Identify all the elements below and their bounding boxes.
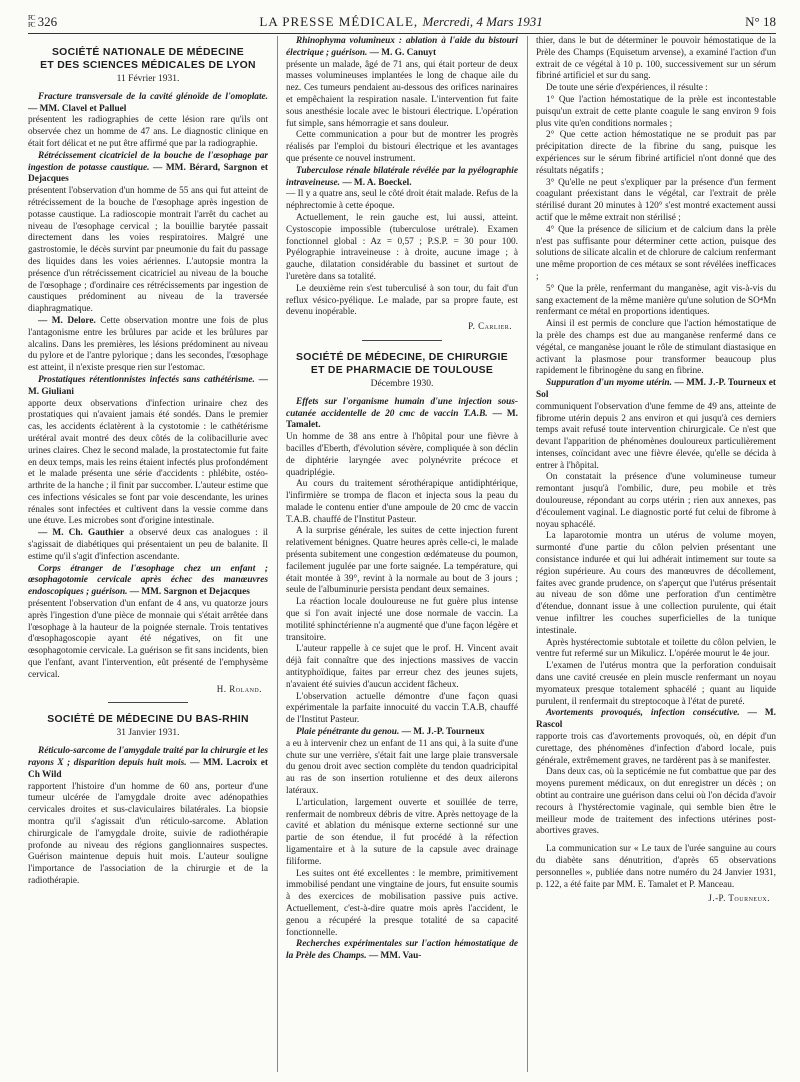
- column-2: [286, 36, 518, 1076]
- article-paragraph: 4° Que la présence de silicium et de calcium dans la prèle n'est pas suffisante pour déterminer cette action, puisque des solutions de silicate alcalin et de chlorure de calcium renfermant une même proportion de ces métaux se sont révélées inefficaces ;: [536, 224, 776, 282]
- author-signature: J.-P. Tourneux.: [708, 893, 770, 904]
- author-signature: P. Carlier.: [468, 321, 512, 332]
- page-header: [28, 6, 776, 34]
- article-title: Prostatiques rétentionnistes infectés sans cathétérisme. — M. Giuliani: [28, 374, 268, 397]
- article-paragraph: 1° Que l'action hémostatique de la prèle est incontestable puisqu'un extrait de cette plante coagule le sang environ 9 fois plus vite qu'en conditions normales ;: [536, 94, 776, 129]
- article-title: Avortements provoqués, infection consécutive. — M. Rascol: [536, 708, 776, 731]
- society-heading-line: ET DES SCIENCES MÉDICALES DE LYON: [40, 60, 256, 71]
- article-body: rapporte trois cas d'avortements provoqués, où, en dépit d'un curettage, des phénomènes d'infection d'abord locale, puis générale, extrêmement graves, ne tardèrent pas à se manifester.: [536, 732, 776, 766]
- society-heading-bas-rhin: SOCIÉTÉ DE MÉDECINE DU BAS-RHIN: [47, 714, 249, 726]
- article-body: présentent les radiographies de cette lésion rare qu'ils ont observée chez un homme de 47 ans. Le diagnostic clinique en était fort délicat et ne put être affirmé que par la radiographie.: [28, 115, 268, 149]
- article-body: — Il y a quatre ans, seul le côté droit était malade. Refus de la néphrectomie à cette époque.: [286, 189, 518, 212]
- article-paragraph: Dans deux cas, où la septicémie ne fut combattue que par des moyens purement médicaux, on dut enregistrer un décès ; on obtint au contraire une guérison dans celui où l'on décida d'avoir recours à l'hystérectomie vaginale, qui semble bien être le meilleur mode de traitement des infections utérines post-abortives graves.: [536, 767, 776, 837]
- article-paragraph: A la surprise générale, les suites de cette injection furent relativement bénignes. Quatre heures après celle-ci, le malade présenta subitement une congestion œdémateuse du poumon, facilement jugulée par une forte saignée. La température, qui était montée à 39°, revint à la normale au bout de 3 jours ; seule de l'albuminurie persista pendant deux semaines.: [286, 526, 518, 596]
- journal-title: [259, 14, 542, 30]
- article-title: Recherches expérimentales sur l'action hémostatique de la Prèle des Champs. — MM. Vau-: [286, 939, 518, 962]
- column-rule-2: [527, 36, 528, 1072]
- society-heading-toulouse: [286, 351, 518, 377]
- article-paragraph: Actuellement, le rein gauche est, lui aussi, atteint. Cystoscopie impossible (tuberculose urétrale). Examen fonctionnel global : Az = 0,57 ; P.S.P. = 30 pour 100. Pyélographie intraveineuse : à droite, aucune image ; à gauche, dilatation considérable du bassinet et surtout de l'uretère dans sa totalité.: [286, 212, 518, 282]
- article-title: Corps étranger de l'œsophage chez un enfant ; œsophagotomie cervicale après échec des manœuvres endoscopiques ; guérison. — MM. Sargnon et Dejacques: [28, 563, 268, 598]
- article-body: Un homme de 38 ans entre à l'hôpital pour une fièvre à bacilles d'Eberth, d'évolution sévère, compliquée à son déclin de diphtérie laryngée avec polynévrite précoce et quadriplégie.: [286, 432, 518, 478]
- article-title: Fracture transversale de la cavité glénoïde de l'omoplate. — MM. Clavel et Palluel: [28, 91, 268, 114]
- society-heading-lyon: [28, 46, 268, 72]
- article-body: communiquent l'observation d'une femme de 49 ans, atteinte de fibrome utérin depuis 2 ans environ et qui jusqu'à ces derniers temps avait refusé toute intervention chirurgicale. Ce n'est que devant l'apparition de phénomènes douloureux particulièrement intenses, coïncidant avec une fièvre élevée, qu'elle se décida à entrer à l'hôpital.: [536, 401, 776, 471]
- article-paragraph: La laparotomie montra un utérus de volume moyen, surmonté d'une partie du côlon pelvien présentant une consistance indurée et qui lui adhérait intimement sur toute sa région supérieure. Au cours des manœuvres de décollement, faites avec grande prudence, on s'aperçut que l'utérus présentait au niveau de son dôme une perforation d'un centimètre d'étendue, donnant issue à une collection purulente, qui était venue infiltrer les couches superficielles de la tunique intestinale.: [536, 531, 776, 636]
- article-title: Suppuration d'un myome utérin. — MM. J.-P. Tourneux et Sol: [536, 378, 776, 400]
- article-paragraph: Les suites ont été excellentes : le membre, primitivement immobilisé pendant une vingtaine de jours, fut ensuite soumis à des exercices de mobilisation passive puis active. Actuellement, c'est-à-dire quatre mois après l'accident, le genou a récupéré la presque totalité de sa capacité fonctionnelle.: [286, 868, 518, 938]
- article-paragraph: La communication sur « Le taux de l'urée sanguine au cours du diabète sans dénutrition, d'après 65 observations personnelles », publiée dans notre numéro du 24 Janvier 1931, p. 122, a été faite par MM. E. Tamalet et P. Manceau.: [536, 844, 776, 890]
- article-paragraph: 5° Que la prèle, renfermant du manganèse, agit vis-à-vis du sang exactement de la même manière qu'une solution de SO⁴Mn renfermant ce métal en proportions identiques.: [536, 283, 776, 318]
- article-paragraph: De toute une série d'expériences, il résulte :: [546, 83, 708, 94]
- session-date: 11 Février 1931.: [116, 74, 180, 84]
- article-paragraph: — M. Delore. Cette observation montre une fois de plus l'antagonisme entre les brûlures par acide et les brûlures par alcalins. Dans les premières, les lésions prédominent au niveau du pylore et de l'antre pylorique ; dans les secondes, l'œsophage est atteint, il n'existe presque rien sur l'estomac.: [28, 315, 268, 374]
- society-heading-line: ET DE PHARMACIE DE TOULOUSE: [310, 364, 494, 376]
- column-3: [536, 36, 776, 1076]
- article-paragraph: Ainsi il est permis de conclure que l'action hémostatique de la prèle des champs est due au manganèse renfermé dans ce végétal, ce manganèse jouant le rôle de stimulant diastasique en activant la plasmose pour transformer beaucoup plus rapidement le fibrinogène du sang en fibrine.: [536, 319, 776, 377]
- article-body: présentent l'observation d'un enfant de 4 ans, vu quatorze jours après l'ingestion d'une pièce de monnaie qui s'était arrêtée dans l'œsophage à la hauteur de la poignée sternale. Trois tentatives d'œsophagoscopie ayant été négatives, on fit une œsophagotomie cervicale. La guérison se fit sans incidents, bien que l'enfant, avant l'intervention, eût présenté de l'emphysème cervical.: [28, 599, 268, 680]
- column-1: [28, 36, 268, 1076]
- article-body: présente un malade, âgé de 71 ans, qui était porteur de deux masses volumineuses implantées le long de chaque aile du nez. Ces tumeurs pendaient au-dessous des orifices narinaires et empêchaient la respiration nasale. L'intervention fut faite sous anesthésie locale avec le bistouri électrique. L'opération fut simple, sans hémorragie et sans douleur.: [286, 59, 518, 129]
- article-paragraph: Cette communication a pour but de montrer les progrès réalisés par l'emploi du bistouri électrique et les avantages que présente ce nouvel instrument.: [286, 130, 518, 164]
- page-number-block: [28, 14, 57, 30]
- session-date: 31 Janvier 1931.: [116, 728, 180, 739]
- article-paragraph: L'articulation, largement ouverte et souillée de terre, renfermait de nombreux débris de vitre. Après nettoyage de la cavité et ablation du ménisque externe sectionné sur une partie de son étendue, il fut procédé à la réfection ligamentaire et à la suture de la capsule avec drainage filiforme.: [286, 797, 518, 867]
- article-title: Plaie pénétrante du genou. — M. J.-P. Tourneux: [296, 727, 485, 738]
- article-paragraph: Le deuxième rein s'est tuberculisé à son tour, du fait d'un reflux vésico-pyélique. Le malade, par sa propre faute, est devenu inopérable.: [286, 283, 518, 318]
- article-paragraph: L'examen de l'utérus montra que la perforation conduisait dans une cavité creusée en plein muscle renfermant un noyau myomateux presque totalement sphacélé ; quant au liquide purulent, il renfermait du streptocoque à l'état de pureté.: [536, 661, 776, 707]
- page-number: 326: [37, 14, 58, 29]
- article-title: Rétrécissement cicatriciel de la bouche de l'œsophage par ingestion de potasse caustique. — MM. Bérard, Sargnon et Dejacques: [28, 150, 268, 185]
- article-paragraph: 3° Qu'elle ne peut s'expliquer par la présence d'un ferment coagulant préexistant dans le végétal, car l'extrait de prèle stérilisé durant 20 minutes à 120° s'est montré exactement aussi actif que le même extrait non stérilisé ;: [536, 177, 776, 223]
- article-body: apporte deux observations d'infection urinaire chez des prostatiques qui n'avaient jamais été sondés. Dans le premier cas, les accidents éclatèrent à la cystotomie : le cathétérisme urétéral avait montré des deux côtés de la colibacillurie avec urines claires. Chez le second malade, la prostatectomie fut faite en deux temps, mais les reins étaient infectés plus profondément et le malade présenta une série d'accidents : phlébite, ostéo-arthrite de la hanche ; il finit par succomber. L'auteur estime que ces infections vésicales se font par voie descendante, les urines rénales sont infectées et cultivent dans la vessie comme dans une étuve. Les microbes sont d'origine intestinale.: [28, 398, 268, 527]
- article-paragraph: 2° Que cette action hémostatique ne se produit pas par précipitation directe de la fibrine du sang, puisque les expériences sur le sérum fibriné artificiel n'ont donné que des résultats négatifs ;: [536, 130, 776, 176]
- section-separator: [108, 702, 188, 703]
- article-body: rapportent l'histoire d'un homme de 60 ans, porteur d'une tumeur ulcérée de l'amygdale droite avec adénopathies cervicales droites et sus-claviculaires bilatérales. La biopsie montra qu'il s'agissait d'un réticulo-sarcome. Ablation chirurgicale de l'amygdale droite, suivie de radiothérapie profonde au niveau des régions ganglionnaires suspectes. Guérison maintenue depuis huit mois. L'auteur souligne l'importance de l'association de la chirurgie et de la radiothérapie.: [28, 781, 268, 886]
- section-separator: [362, 340, 442, 341]
- issue-number: N° 18: [745, 14, 776, 29]
- article-title: Rhinophyma volumineux : ablation à l'aide du bistouri électrique ; guérison. — M. G. Canuyt: [286, 36, 518, 58]
- article-paragraph: L'auteur rappelle à ce sujet que le prof. H. Vincent avait déjà fait connaître que des injections massives de vaccin antityphoïdique, faites par erreur chez des jeunes sujets, n'avaient été suivies d'aucun accident fâcheux.: [286, 644, 518, 690]
- article-title: Effets sur l'organisme humain d'une injection sous-cutanée accidentelle de 20 cmc de vaccin T.A.B. — M. Tamalet.: [286, 396, 518, 431]
- article-body: présentent l'observation d'un homme de 55 ans qui fut atteint de rétrécissement de la bouche de l'œsophage après ingestion de potasse caustique. La radioscopie montrait l'arrêt du cachet au niveau de l'œsophage cervical ; la bouillie barytée passait directement dans les voies respiratoires. Malgré une gastrostomie, le décès survint par pneumonie du fait du passage des liquides dans les voies aériennes. L'autopsie montra la présence d'un rétrécissement cicatriciel au niveau de la bouche de l'œsophage ; d'ordinaire ces rétrécissements par ingestion de caustiques prédominent au niveau de la traversée diaphragmatique.: [28, 186, 268, 315]
- article-paragraph: On constatait la présence d'une volumineuse tumeur remontant jusqu'à l'ombilic, dure, peu mobile et très douloureuse, répondant au corps utérin ; rien aux annexes, pas d'écoulement vaginal. Le diagnostic porté fut celui de fibrome à noyau sphacélé.: [536, 472, 776, 530]
- society-heading-line: SOCIÉTÉ DE MÉDECINE, DE CHIRURGIE: [296, 351, 508, 363]
- article-paragraph: Après hystérectomie subtotale et toilette du côlon pelvien, le ventre fut refermé sur un Mikulicz. L'opérée mourut le 4e jour.: [536, 637, 776, 660]
- article-body: thier, dans le but de déterminer le pouvoir hémostatique de la Prèle des Champs (Equisetum arvense), a examiné l'action d'un extrait de ce végétal à 10 p. 100, successivement sur un sérum fibriné artificiel et sur du sang.: [536, 36, 776, 82]
- article-paragraph: La réaction locale douloureuse ne fut guère plus intense que si l'on avait injecté une dose normale de vaccin. La motilité sphinctérienne n'a augmenté que d'une façon légère et transitoire.: [286, 597, 518, 643]
- session-date: Décembre 1930.: [370, 378, 434, 389]
- issue-date: Mercredi, 4 Mars 1931: [422, 14, 543, 29]
- article-paragraph: — M. Ch. Gauthier a observé deux cas analogues : il s'agissait de diabétiques qui présentaient un peu de balanite. Il estime qu'il s'agit d'infection ascendante.: [28, 528, 268, 562]
- journal-name: LA PRESSE MÉDICALE,: [259, 14, 419, 29]
- author-signature: H. Roland.: [216, 683, 262, 694]
- society-heading-line: SOCIÉTÉ NATIONALE DE MÉDECINE: [51, 47, 245, 58]
- article-paragraph: L'observation actuelle démontre d'une façon quasi expérimentale la parfaite innocuité du vaccin T.A.B, chauffé de l'Institut Pasteur.: [286, 691, 518, 726]
- article-paragraph: Au cours du traitement sérothérapique antidiphtérique, l'infirmière se trompa de flacon et injecta sous la peau du malade le contenu entier d'une ampoule de 20 cmc de vaccin T.A.B. chauffé de l'Institut Pasteur.: [286, 479, 518, 525]
- article-title: Réticulo-sarcome de l'amygdale traité par la chirurgie et les rayons X ; disparition depuis huit mois. — MM. Lacroix et Ch Wild: [28, 746, 268, 780]
- article-title: Tuberculose rénale bilatérale révélée par la pyélographie intraveineuse. — M. A. Boeckel.: [286, 165, 518, 188]
- corner-mark: FC FC: [28, 14, 35, 29]
- column-rule-1: [277, 36, 278, 1072]
- article-body: a eu à intervenir chez un enfant de 11 ans qui, à la suite d'une chute sur une verrière, s'était fait une large plaie transversale du genou droit avec section complète du tendon quadricipital au ras de son insertion rotulienne et des deux ailerons latéraux.: [286, 738, 518, 797]
